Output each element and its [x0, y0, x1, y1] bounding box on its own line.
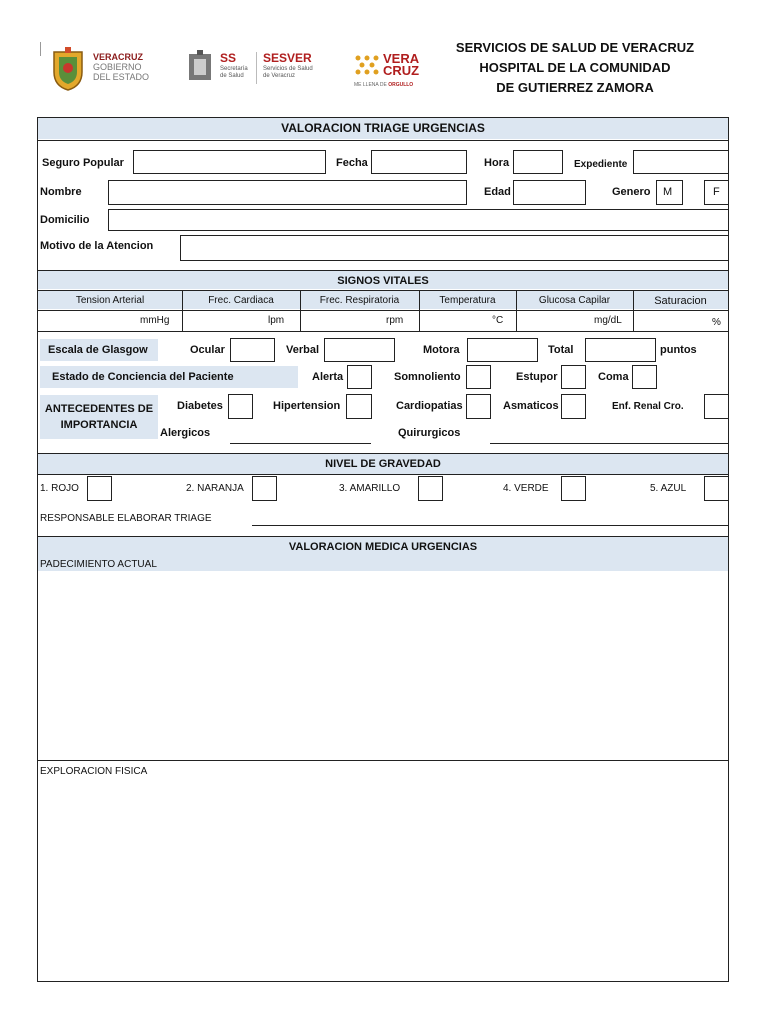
sesver-sub2: de Veracruz [263, 73, 296, 79]
logo3-tagline-a: ME LLENA DE [354, 82, 389, 88]
renal-checkbox[interactable] [704, 394, 729, 419]
logo3-line2: CRUZ [383, 63, 420, 78]
nombre-field[interactable] [108, 180, 467, 205]
sesver-label: SESVER [263, 51, 312, 65]
hipertension-label: Hipertension [273, 400, 341, 412]
cardiopatias-label: Cardiopatias [396, 400, 463, 412]
puntos-label: puntos [660, 344, 697, 356]
ocular-field[interactable] [230, 338, 275, 362]
alergicos-label: Alergicos [160, 427, 211, 439]
padecimiento-bottom-rule [38, 760, 728, 761]
hora-label: Hora [484, 157, 510, 169]
unit-mgdl: mg/dL [594, 315, 622, 326]
logo1-line3: DEL ESTADO [93, 72, 150, 82]
domicilio-label: Domicilio [40, 214, 90, 226]
renal-label: Enf. Renal Cro. [612, 401, 684, 412]
gravedad-title: NIVEL DE GRAVEDAD [325, 458, 441, 470]
hora-field[interactable] [513, 150, 563, 174]
logo3-tagline-b: ORGULLO [388, 82, 414, 88]
estupor-label: Estupor [516, 371, 558, 383]
conciencia-label: Estado de Conciencia del Paciente [52, 371, 234, 383]
gravedad-title-rule [38, 474, 728, 475]
vitales-col-tension: Tension Arterial [75, 295, 145, 306]
nivel-azul-checkbox[interactable] [704, 476, 729, 501]
asmaticos-label: Asmaticos [503, 400, 559, 412]
somnoliento-label: Somnoliento [394, 371, 461, 383]
genero-m-label: M [663, 186, 673, 198]
fecha-field[interactable] [371, 150, 467, 174]
ss-label: SS [220, 51, 237, 65]
estupor-checkbox[interactable] [561, 365, 586, 389]
nivel-amarillo-label: 3. AMARILLO [339, 483, 401, 494]
padecimiento-label: PADECIMIENTO ACTUAL [40, 559, 157, 570]
medica-title: VALORACION MEDICA URGENCIAS [288, 541, 478, 553]
hospital-title: HOSPITAL DE LA COMUNIDAD [479, 60, 671, 75]
institution-title: SERVICIOS DE SALUD DE VERACRUZ [455, 40, 695, 55]
vitales-col-saturacion: Saturacion [654, 295, 707, 307]
vitales-col-temperatura: Temperatura [439, 295, 496, 306]
alerta-label: Alerta [312, 371, 344, 383]
unit-celsius: °C [492, 315, 504, 326]
ss-sub2: de Salud [220, 73, 244, 79]
motora-label: Motora [423, 344, 460, 356]
coma-label: Coma [598, 371, 629, 383]
total-field[interactable] [585, 338, 656, 362]
vitales-col-cardiaca: Frec. Cardiaca [208, 295, 274, 306]
glasgow-label: Escala de Glasgow [48, 344, 148, 356]
nivel-naranja-label: 2. NARANJA [186, 483, 244, 494]
coma-checkbox[interactable] [632, 365, 657, 389]
motivo-label: Motivo de la Atencion [40, 240, 154, 252]
header-tick [40, 42, 41, 56]
ocular-label: Ocular [190, 344, 225, 356]
seguro-popular-field[interactable] [133, 150, 326, 174]
somnoliento-checkbox[interactable] [466, 365, 491, 389]
sesver-sub1: Servicios de Salud [263, 66, 313, 72]
location-title: DE GUTIERREZ ZAMORA [496, 80, 654, 95]
nivel-verde-checkbox[interactable] [561, 476, 586, 501]
expediente-field[interactable] [633, 150, 729, 174]
responsable-label: RESPONSABLE ELABORAR TRIAGE [40, 513, 212, 524]
ss-sub1: Secretaría [220, 66, 248, 72]
antecedentes-label-line2: IMPORTANCIA [60, 419, 138, 431]
domicilio-field[interactable] [108, 209, 729, 231]
flower-pattern-icon [354, 54, 380, 76]
verbal-field[interactable] [324, 338, 395, 362]
logo1-line2: GOBIERNO [93, 62, 142, 72]
exploracion-label: EXPLORACION FISICA [40, 766, 148, 777]
nombre-label: Nombre [40, 186, 82, 198]
antecedentes-label-line1: ANTECEDENTES DE [44, 403, 154, 415]
header [0, 0, 768, 110]
ss-divider [256, 52, 257, 84]
diabetes-checkbox[interactable] [228, 394, 253, 419]
genero-label: Genero [612, 186, 651, 198]
nivel-amarillo-checkbox[interactable] [418, 476, 443, 501]
cardiopatias-checkbox[interactable] [466, 394, 491, 419]
triage-title-rule [38, 140, 728, 141]
unit-percent: % [712, 317, 721, 328]
alergicos-field[interactable] [230, 442, 371, 444]
unit-mmhg: mmHg [140, 315, 170, 326]
edad-field[interactable] [513, 180, 586, 205]
exploracion-area[interactable] [38, 780, 728, 980]
unit-lpm: lpm [268, 315, 285, 326]
verbal-label: Verbal [286, 344, 320, 356]
logo1-line1: VERACRUZ [93, 52, 144, 62]
vitales-col-glucosa: Glucosa Capilar [538, 295, 611, 306]
coat-of-arms-icon [48, 46, 88, 92]
expediente-label: Expediente [574, 159, 628, 170]
hipertension-checkbox[interactable] [346, 394, 372, 419]
alerta-checkbox[interactable] [347, 365, 372, 389]
nivel-rojo-label: 1. ROJO [40, 483, 79, 494]
nivel-azul-label: 5. AZUL [650, 483, 687, 494]
nivel-rojo-checkbox[interactable] [87, 476, 112, 501]
total-label: Total [548, 344, 574, 356]
quirurgicos-label: Quirurgicos [398, 427, 461, 439]
vitales-bottom-rule [38, 331, 728, 332]
logo3-tagline [354, 82, 413, 88]
edad-label: Edad [484, 186, 511, 198]
ss-emblem-icon [185, 50, 215, 86]
quirurgicos-field[interactable] [490, 442, 728, 444]
nivel-verde-label: 4. VERDE [503, 483, 549, 494]
responsable-field[interactable] [252, 524, 728, 526]
seguro-popular-label: Seguro Popular [42, 157, 124, 169]
vitales-title: SIGNOS VITALES [337, 275, 429, 287]
padecimiento-area[interactable] [38, 572, 728, 760]
unit-rpm: rpm [386, 315, 404, 326]
motora-field[interactable] [467, 338, 538, 362]
fecha-label: Fecha [336, 157, 368, 169]
motivo-field[interactable] [180, 235, 729, 261]
asmaticos-checkbox[interactable] [561, 394, 586, 419]
triage-title: VALORACION TRIAGE URGENCIAS [281, 121, 485, 135]
diabetes-label: Diabetes [177, 400, 223, 412]
genero-f-label: F [713, 186, 720, 198]
vitales-col-respiratoria: Frec. Respiratoria [319, 295, 400, 306]
logo3-line1: VERA [383, 51, 420, 66]
nivel-naranja-checkbox[interactable] [252, 476, 277, 501]
